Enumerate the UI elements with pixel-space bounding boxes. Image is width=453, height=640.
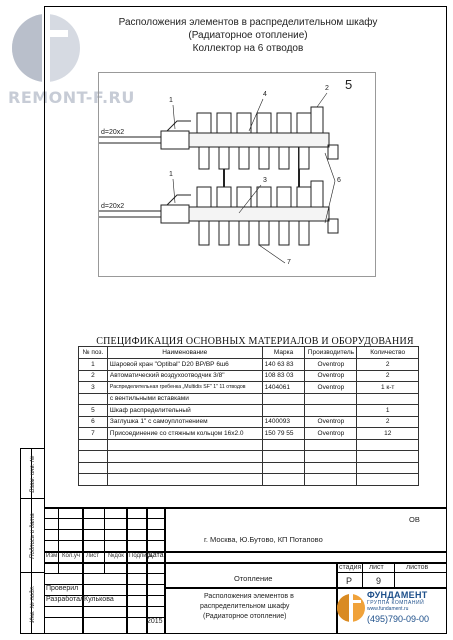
cell: 5 — [79, 405, 108, 417]
company-phone: (495)790-09-00 — [367, 614, 430, 624]
cell: Oventrop — [305, 428, 357, 440]
col-header: Подпись — [129, 553, 153, 559]
company-tagline: ГРУППА КОМПАНИЙ — [367, 600, 425, 606]
table-row — [79, 451, 419, 463]
strip-cell — [21, 499, 45, 573]
doc-title-line-3: (Радиаторное отопление) — [203, 613, 287, 620]
cell: 6 — [79, 416, 108, 428]
spec-col-name: Наименование — [107, 347, 262, 359]
year: 2015 — [147, 618, 163, 625]
title-line-2: (Радиаторное отопление) — [188, 30, 308, 41]
spec-col-pos: № поз. — [79, 347, 108, 359]
col-header: Кол.уч — [62, 553, 80, 559]
cell: Oventrop — [305, 382, 357, 394]
cell: Автоматический воздухоотводчик 3/8" — [107, 370, 262, 382]
table-row — [79, 359, 419, 371]
cell: Заглушка 1" с самоуплотнением — [107, 416, 262, 428]
stage-value: Р — [346, 576, 353, 586]
spec-col-qty: Количество — [357, 347, 419, 359]
sheet-number: 5 — [345, 77, 353, 92]
role-checked: Проверил — [46, 585, 79, 592]
callout-1-bottom: 1 — [169, 171, 173, 178]
title-line-1: Расположения элементов в распределительном шкафу — [118, 17, 378, 28]
table-row — [79, 428, 419, 440]
doc-title-line-1: Расположения элементов в — [204, 593, 294, 600]
table-row — [79, 382, 419, 394]
doc-code: ОВ — [409, 515, 420, 524]
doc-title-line-2: распределительном шкафу — [200, 603, 290, 610]
role-developed: Разработал — [46, 596, 85, 603]
company-site: www.fundament.ru — [367, 606, 409, 612]
table-row — [79, 405, 419, 417]
cell: Присоединение со стяжным кольцом 16x2.0 — [107, 428, 262, 440]
table-row — [79, 474, 419, 486]
cell: 12 — [357, 428, 419, 440]
developer-name: Кулькова — [84, 596, 114, 603]
cell: 2 — [79, 370, 108, 382]
cell: Шаровой кран "Optibal" D20 ВР/ВР 6ш6 — [107, 359, 262, 371]
cell: 7 — [79, 428, 108, 440]
cell: Шкаф распределительный — [107, 405, 262, 417]
cell: 150 79 55 — [262, 428, 305, 440]
spec-col-mark: Марка — [262, 347, 305, 359]
strip-label-replace: Взам. инв. № — [30, 454, 36, 493]
strip-cell — [21, 449, 45, 499]
cell: 1 — [79, 359, 108, 371]
cell: Oventrop — [305, 359, 357, 371]
cell: 1400093 — [262, 416, 305, 428]
project-address: г. Москва, Ю.Бутово, КП Потапово — [204, 535, 323, 544]
watermark-brand: REMONT-F.RU — [8, 88, 135, 107]
cell: 2 — [357, 359, 419, 371]
callout-1-top: 1 — [169, 97, 173, 104]
cell: 1 — [357, 405, 419, 417]
cell: с вентильными вставками — [107, 393, 262, 405]
cell — [262, 405, 305, 417]
fundament-logo-icon — [336, 591, 366, 625]
cell: 3 — [79, 382, 108, 394]
cell: 1 к-т — [357, 382, 419, 394]
col-header: Дата — [148, 552, 164, 559]
col-header: №док — [108, 553, 124, 559]
cell: 2 — [357, 416, 419, 428]
cell — [357, 393, 419, 405]
col-header: Лист — [86, 553, 100, 559]
sheet-header: лист — [369, 564, 384, 571]
callout-4: 4 — [263, 91, 267, 98]
company-logo — [334, 587, 446, 631]
approval-strip — [20, 448, 44, 634]
cell: Распределительная гребенка „Multidis SF" 1" 11 отводов — [107, 382, 262, 394]
spec-header-row — [79, 347, 419, 359]
sheet-value: 9 — [376, 576, 382, 586]
cell: Oventrop — [305, 370, 357, 382]
callout-7: 7 — [287, 259, 291, 266]
pipe-label-supply: d=20x2 — [101, 129, 125, 136]
pipe-label-return: d=20x2 — [101, 203, 125, 210]
strip-label-signature: Подпись и дата — [30, 512, 36, 559]
table-row — [79, 416, 419, 428]
spec-title: СПЕЦИФИКАЦИЯ ОСНОВНЫХ МАТЕРИАЛОВ И ОБОРУДОВАНИЯ — [96, 336, 414, 347]
drawing-title — [118, 16, 378, 55]
callout-6: 6 — [337, 177, 341, 184]
callout-2: 2 — [325, 85, 329, 92]
company-name: ФУНДАМЕНТ — [367, 590, 428, 600]
manifold-schematic — [99, 73, 377, 278]
cell — [305, 393, 357, 405]
manifold-drawing — [98, 72, 376, 277]
strip-label-inventory: Инв. № подл. — [30, 585, 36, 623]
table-row — [79, 439, 419, 451]
section-name: Отопление — [234, 574, 273, 583]
table-row — [79, 370, 419, 382]
col-header: Изм — [46, 553, 58, 559]
table-row — [79, 393, 419, 405]
table-row — [79, 462, 419, 474]
cell: 140 63 83 — [262, 359, 305, 371]
cell: 108 83 03 — [262, 370, 305, 382]
sheets-header: листов — [406, 564, 429, 571]
callout-3: 3 — [263, 177, 267, 184]
cell: 2 — [357, 370, 419, 382]
cell: Oventrop — [305, 416, 357, 428]
cell — [262, 393, 305, 405]
cell: 1404061 — [262, 382, 305, 394]
stage-header: стадия — [339, 564, 362, 571]
strip-cell — [21, 573, 45, 635]
cell — [79, 393, 108, 405]
spec-table — [78, 346, 419, 486]
cell — [305, 405, 357, 417]
spec-col-maker: Производитель — [305, 347, 357, 359]
title-line-3: Коллектор на 6 отводов — [192, 43, 304, 54]
